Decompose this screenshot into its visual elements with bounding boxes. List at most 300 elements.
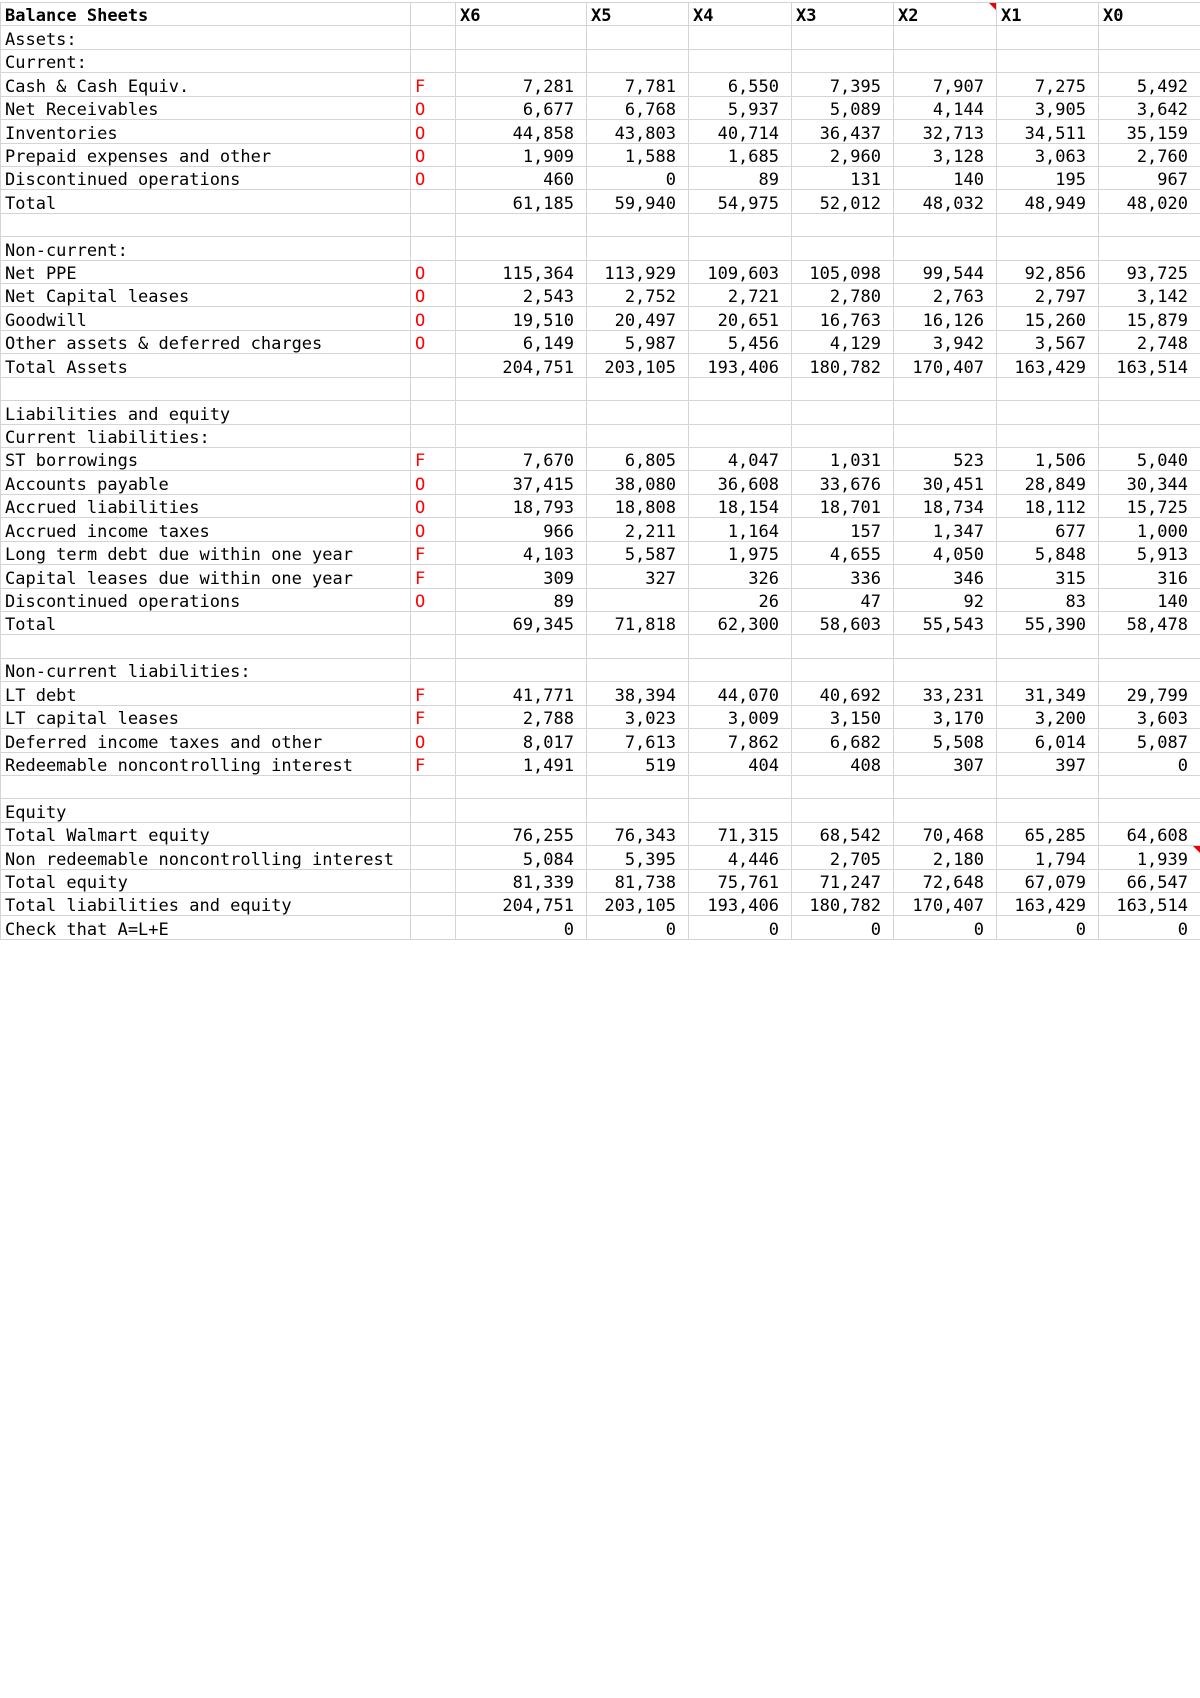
source-flag-cell[interactable] [411,49,456,72]
source-flag-cell[interactable] [411,190,456,213]
value-cell-x6[interactable]: 2,543 [456,284,587,307]
column-header-x2[interactable]: X2 [894,3,997,26]
value-cell-x6[interactable]: 966 [456,518,587,541]
value-cell-x1[interactable]: 163,429 [997,893,1099,916]
row-label-cell[interactable]: Accounts payable [1,471,411,494]
row-label-cell[interactable]: Net Receivables [1,96,411,119]
value-cell-x1[interactable]: 67,079 [997,869,1099,892]
value-cell-x6[interactable] [456,213,587,236]
value-cell-x0[interactable]: 2,760 [1099,143,1200,166]
value-cell-x0[interactable]: 316 [1099,565,1200,588]
value-cell-x3[interactable]: 131 [792,166,894,189]
value-cell-x4[interactable] [689,635,792,658]
value-cell-x4[interactable] [689,213,792,236]
value-cell-x0[interactable]: 66,547 [1099,869,1200,892]
row-label-cell[interactable]: Long term debt due within one year [1,541,411,564]
source-flag-cell[interactable] [411,893,456,916]
value-cell-x6[interactable]: 7,670 [456,448,587,471]
row-label-cell[interactable] [1,377,411,400]
value-cell-x5[interactable]: 327 [587,565,689,588]
value-cell-x5[interactable]: 20,497 [587,307,689,330]
value-cell-x6[interactable]: 44,858 [456,120,587,143]
value-cell-x3[interactable]: 33,676 [792,471,894,494]
value-cell-x0[interactable]: 5,087 [1099,729,1200,752]
value-cell-x4[interactable] [689,658,792,681]
value-cell-x2[interactable] [894,237,997,260]
value-cell-x5[interactable]: 2,752 [587,284,689,307]
value-cell-x2[interactable] [894,424,997,447]
value-cell-x3[interactable] [792,377,894,400]
value-cell-x4[interactable]: 20,651 [689,307,792,330]
value-cell-x4[interactable] [689,424,792,447]
source-flag-cell[interactable]: O [411,729,456,752]
value-cell-x6[interactable]: 41,771 [456,682,587,705]
value-cell-x3[interactable] [792,775,894,798]
value-cell-x2[interactable]: 2,763 [894,284,997,307]
value-cell-x4[interactable]: 1,975 [689,541,792,564]
value-cell-x4[interactable]: 6,550 [689,73,792,96]
value-cell-x1[interactable] [997,658,1099,681]
value-cell-x1[interactable]: 92,856 [997,260,1099,283]
value-cell-x0[interactable]: 29,799 [1099,682,1200,705]
row-label-cell[interactable]: Current: [1,49,411,72]
value-cell-x3[interactable] [792,635,894,658]
value-cell-x6[interactable]: 6,677 [456,96,587,119]
value-cell-x2[interactable]: 523 [894,448,997,471]
value-cell-x2[interactable]: 92 [894,588,997,611]
value-cell-x6[interactable]: 89 [456,588,587,611]
source-flag-cell[interactable]: F [411,682,456,705]
source-flag-cell[interactable] [411,237,456,260]
value-cell-x3[interactable] [792,237,894,260]
value-cell-x0[interactable]: 58,478 [1099,611,1200,634]
row-label-cell[interactable]: Total Assets [1,354,411,377]
value-cell-x2[interactable]: 7,907 [894,73,997,96]
value-cell-x1[interactable]: 65,285 [997,822,1099,845]
source-flag-cell[interactable] [411,658,456,681]
value-cell-x5[interactable]: 1,588 [587,143,689,166]
row-label-cell[interactable]: Total equity [1,869,411,892]
value-cell-x0[interactable]: 15,725 [1099,494,1200,517]
value-cell-x4[interactable]: 18,154 [689,494,792,517]
value-cell-x2[interactable]: 70,468 [894,822,997,845]
value-cell-x6[interactable]: 204,751 [456,893,587,916]
value-cell-x0[interactable]: 967 [1099,166,1200,189]
row-label-cell[interactable]: Prepaid expenses and other [1,143,411,166]
source-flag-cell[interactable]: O [411,260,456,283]
value-cell-x1[interactable] [997,799,1099,822]
value-cell-x1[interactable]: 677 [997,518,1099,541]
value-cell-x5[interactable]: 18,808 [587,494,689,517]
column-header-x3[interactable]: X3 [792,3,894,26]
value-cell-x6[interactable] [456,424,587,447]
value-cell-x6[interactable]: 8,017 [456,729,587,752]
row-label-cell[interactable] [1,635,411,658]
row-label-cell[interactable]: LT capital leases [1,705,411,728]
value-cell-x2[interactable]: 346 [894,565,997,588]
row-label-cell[interactable]: Equity [1,799,411,822]
source-flag-cell[interactable] [411,916,456,939]
value-cell-x0[interactable] [1099,775,1200,798]
value-cell-x1[interactable]: 15,260 [997,307,1099,330]
source-flag-cell[interactable]: O [411,307,456,330]
value-cell-x5[interactable]: 38,394 [587,682,689,705]
value-cell-x6[interactable]: 309 [456,565,587,588]
value-cell-x3[interactable]: 2,705 [792,846,894,869]
value-cell-x0[interactable] [1099,424,1200,447]
value-cell-x3[interactable]: 1,031 [792,448,894,471]
value-cell-x0[interactable] [1099,635,1200,658]
row-label-cell[interactable]: Goodwill [1,307,411,330]
value-cell-x3[interactable] [792,49,894,72]
value-cell-x4[interactable] [689,775,792,798]
value-cell-x4[interactable]: 71,315 [689,822,792,845]
value-cell-x1[interactable]: 7,275 [997,73,1099,96]
value-cell-x5[interactable]: 0 [587,916,689,939]
value-cell-x0[interactable]: 93,725 [1099,260,1200,283]
value-cell-x2[interactable]: 18,734 [894,494,997,517]
value-cell-x4[interactable] [689,26,792,49]
value-cell-x2[interactable]: 140 [894,166,997,189]
value-cell-x2[interactable] [894,401,997,424]
value-cell-x0[interactable]: 0 [1099,752,1200,775]
value-cell-x5[interactable] [587,377,689,400]
comment-indicator[interactable] [989,3,996,10]
value-cell-x4[interactable]: 26 [689,588,792,611]
row-label-cell[interactable]: LT debt [1,682,411,705]
value-cell-x3[interactable] [792,213,894,236]
value-cell-x4[interactable]: 5,456 [689,330,792,353]
value-cell-x2[interactable] [894,635,997,658]
value-cell-x3[interactable]: 336 [792,565,894,588]
value-cell-x6[interactable]: 115,364 [456,260,587,283]
value-cell-x0[interactable]: 2,748 [1099,330,1200,353]
value-cell-x6[interactable]: 37,415 [456,471,587,494]
row-label-cell[interactable] [1,775,411,798]
value-cell-x0[interactable]: 5,492 [1099,73,1200,96]
value-cell-x3[interactable] [792,26,894,49]
value-cell-x6[interactable] [456,377,587,400]
value-cell-x5[interactable]: 3,023 [587,705,689,728]
value-cell-x2[interactable]: 4,050 [894,541,997,564]
value-cell-x5[interactable] [587,237,689,260]
value-cell-x3[interactable] [792,799,894,822]
value-cell-x3[interactable]: 4,655 [792,541,894,564]
row-label-cell[interactable]: Redeemable noncontrolling interest [1,752,411,775]
value-cell-x4[interactable]: 4,446 [689,846,792,869]
value-cell-x6[interactable]: 1,909 [456,143,587,166]
value-cell-x4[interactable]: 40,714 [689,120,792,143]
value-cell-x1[interactable] [997,237,1099,260]
value-cell-x5[interactable]: 81,738 [587,869,689,892]
value-cell-x5[interactable]: 6,768 [587,96,689,119]
value-cell-x3[interactable]: 105,098 [792,260,894,283]
value-cell-x1[interactable]: 397 [997,752,1099,775]
value-cell-x6[interactable]: 0 [456,916,587,939]
row-label-cell[interactable] [1,213,411,236]
value-cell-x0[interactable]: 140 [1099,588,1200,611]
value-cell-x2[interactable] [894,775,997,798]
value-cell-x1[interactable]: 18,112 [997,494,1099,517]
value-cell-x0[interactable] [1099,658,1200,681]
value-cell-x2[interactable]: 72,648 [894,869,997,892]
row-label-cell[interactable]: Deferred income taxes and other [1,729,411,752]
value-cell-x1[interactable]: 6,014 [997,729,1099,752]
value-cell-x1[interactable]: 163,429 [997,354,1099,377]
value-cell-x2[interactable]: 2,180 [894,846,997,869]
value-cell-x5[interactable] [587,26,689,49]
value-cell-x5[interactable]: 5,587 [587,541,689,564]
value-cell-x2[interactable]: 170,407 [894,354,997,377]
value-cell-x2[interactable]: 16,126 [894,307,997,330]
value-cell-x1[interactable]: 34,511 [997,120,1099,143]
row-label-cell[interactable]: Current liabilities: [1,424,411,447]
value-cell-x4[interactable] [689,237,792,260]
value-cell-x1[interactable]: 48,949 [997,190,1099,213]
row-label-cell[interactable]: Net PPE [1,260,411,283]
value-cell-x1[interactable]: 3,063 [997,143,1099,166]
value-cell-x6[interactable]: 69,345 [456,611,587,634]
value-cell-x5[interactable]: 7,613 [587,729,689,752]
value-cell-x2[interactable]: 307 [894,752,997,775]
value-cell-x5[interactable]: 59,940 [587,190,689,213]
value-cell-x4[interactable]: 5,937 [689,96,792,119]
value-cell-x3[interactable]: 16,763 [792,307,894,330]
value-cell-x3[interactable]: 71,247 [792,869,894,892]
value-cell-x0[interactable]: 0 [1099,916,1200,939]
source-flag-cell[interactable]: O [411,494,456,517]
value-cell-x6[interactable]: 204,751 [456,354,587,377]
value-cell-x6[interactable] [456,49,587,72]
row-label-cell[interactable]: Other assets & deferred charges [1,330,411,353]
value-cell-x1[interactable]: 195 [997,166,1099,189]
value-cell-x3[interactable]: 5,089 [792,96,894,119]
value-cell-x1[interactable]: 3,567 [997,330,1099,353]
value-cell-x6[interactable]: 81,339 [456,869,587,892]
value-cell-x6[interactable] [456,658,587,681]
value-cell-x4[interactable]: 44,070 [689,682,792,705]
value-cell-x5[interactable]: 2,211 [587,518,689,541]
value-cell-x5[interactable]: 5,987 [587,330,689,353]
value-cell-x1[interactable] [997,424,1099,447]
source-flag-cell[interactable]: O [411,284,456,307]
value-cell-x3[interactable]: 58,603 [792,611,894,634]
value-cell-x4[interactable]: 7,862 [689,729,792,752]
value-cell-x0[interactable]: 30,344 [1099,471,1200,494]
value-cell-x1[interactable]: 31,349 [997,682,1099,705]
value-cell-x2[interactable] [894,799,997,822]
value-cell-x5[interactable] [587,424,689,447]
value-cell-x6[interactable]: 4,103 [456,541,587,564]
value-cell-x4[interactable]: 54,975 [689,190,792,213]
value-cell-x5[interactable] [587,49,689,72]
source-flag-cell[interactable]: O [411,518,456,541]
value-cell-x2[interactable]: 99,544 [894,260,997,283]
value-cell-x3[interactable]: 36,437 [792,120,894,143]
row-label-cell[interactable]: Total [1,190,411,213]
row-label-cell[interactable]: Liabilities and equity [1,401,411,424]
value-cell-x4[interactable]: 193,406 [689,893,792,916]
value-cell-x3[interactable]: 47 [792,588,894,611]
row-label-cell[interactable]: Discontinued operations [1,166,411,189]
value-cell-x3[interactable]: 0 [792,916,894,939]
source-flag-cell[interactable]: O [411,471,456,494]
value-cell-x0[interactable]: 15,879 [1099,307,1200,330]
sheet-title[interactable]: Balance Sheets [1,3,411,26]
column-header-x1[interactable]: X1 [997,3,1099,26]
row-label-cell[interactable]: ST borrowings [1,448,411,471]
source-flag-cell[interactable]: F [411,705,456,728]
value-cell-x5[interactable]: 113,929 [587,260,689,283]
value-cell-x1[interactable] [997,49,1099,72]
value-cell-x6[interactable]: 1,491 [456,752,587,775]
value-cell-x1[interactable]: 1,794 [997,846,1099,869]
source-flag-cell[interactable]: O [411,330,456,353]
comment-indicator[interactable] [1193,846,1200,853]
value-cell-x0[interactable] [1099,213,1200,236]
value-cell-x4[interactable]: 404 [689,752,792,775]
source-flag-cell[interactable] [411,635,456,658]
value-cell-x3[interactable]: 180,782 [792,893,894,916]
value-cell-x3[interactable]: 180,782 [792,354,894,377]
row-label-cell[interactable]: Capital leases due within one year [1,565,411,588]
row-label-cell[interactable]: Non-current liabilities: [1,658,411,681]
value-cell-x2[interactable]: 5,508 [894,729,997,752]
value-cell-x6[interactable]: 61,185 [456,190,587,213]
value-cell-x5[interactable]: 71,818 [587,611,689,634]
value-cell-x5[interactable]: 203,105 [587,893,689,916]
value-cell-x1[interactable]: 2,797 [997,284,1099,307]
value-cell-x3[interactable] [792,401,894,424]
value-cell-x4[interactable]: 3,009 [689,705,792,728]
value-cell-x0[interactable] [1099,237,1200,260]
value-cell-x2[interactable]: 3,128 [894,143,997,166]
value-cell-x3[interactable]: 2,780 [792,284,894,307]
value-cell-x5[interactable]: 38,080 [587,471,689,494]
value-cell-x6[interactable]: 19,510 [456,307,587,330]
source-flag-cell[interactable]: O [411,120,456,143]
value-cell-x2[interactable] [894,377,997,400]
value-cell-x4[interactable]: 89 [689,166,792,189]
value-cell-x2[interactable] [894,658,997,681]
value-cell-x2[interactable]: 32,713 [894,120,997,143]
value-cell-x1[interactable] [997,26,1099,49]
value-cell-x5[interactable] [587,401,689,424]
source-flag-cell[interactable] [411,822,456,845]
value-cell-x4[interactable]: 0 [689,916,792,939]
value-cell-x3[interactable]: 40,692 [792,682,894,705]
row-label-cell[interactable]: Discontinued operations [1,588,411,611]
value-cell-x0[interactable]: 3,603 [1099,705,1200,728]
value-cell-x1[interactable]: 3,905 [997,96,1099,119]
column-header-x5[interactable]: X5 [587,3,689,26]
value-cell-x0[interactable] [1099,401,1200,424]
value-cell-x5[interactable]: 0 [587,166,689,189]
value-cell-x6[interactable] [456,26,587,49]
value-cell-x1[interactable] [997,377,1099,400]
value-cell-x6[interactable] [456,635,587,658]
source-flag-cell[interactable] [411,775,456,798]
value-cell-x2[interactable] [894,213,997,236]
value-cell-x4[interactable] [689,49,792,72]
source-flag-cell[interactable]: F [411,73,456,96]
value-cell-x0[interactable]: 1,939 [1099,846,1200,869]
value-cell-x0[interactable]: 64,608 [1099,822,1200,845]
row-label-cell[interactable]: Assets: [1,26,411,49]
source-flag-cell[interactable] [411,799,456,822]
value-cell-x4[interactable]: 2,721 [689,284,792,307]
value-cell-x3[interactable] [792,424,894,447]
value-cell-x6[interactable] [456,401,587,424]
value-cell-x2[interactable] [894,49,997,72]
value-cell-x5[interactable]: 7,781 [587,73,689,96]
source-flag-cell[interactable] [411,26,456,49]
value-cell-x4[interactable] [689,401,792,424]
value-cell-x2[interactable]: 33,231 [894,682,997,705]
value-cell-x2[interactable]: 3,942 [894,330,997,353]
value-cell-x5[interactable]: 5,395 [587,846,689,869]
value-cell-x3[interactable]: 4,129 [792,330,894,353]
row-label-cell[interactable]: Cash & Cash Equiv. [1,73,411,96]
value-cell-x0[interactable] [1099,49,1200,72]
value-cell-x3[interactable]: 68,542 [792,822,894,845]
value-cell-x1[interactable] [997,401,1099,424]
value-cell-x6[interactable] [456,237,587,260]
value-cell-x5[interactable]: 43,803 [587,120,689,143]
value-cell-x5[interactable] [587,588,689,611]
value-cell-x5[interactable] [587,213,689,236]
value-cell-x0[interactable]: 1,000 [1099,518,1200,541]
source-flag-cell[interactable]: O [411,96,456,119]
value-cell-x1[interactable]: 1,506 [997,448,1099,471]
row-label-cell[interactable]: Accrued liabilities [1,494,411,517]
value-cell-x1[interactable] [997,635,1099,658]
value-cell-x1[interactable]: 28,849 [997,471,1099,494]
row-label-cell[interactable]: Check that A=L+E [1,916,411,939]
column-header-x6[interactable]: X6 [456,3,587,26]
source-flag-cell[interactable] [411,401,456,424]
value-cell-x3[interactable]: 408 [792,752,894,775]
value-cell-x3[interactable]: 52,012 [792,190,894,213]
value-cell-x0[interactable]: 5,040 [1099,448,1200,471]
value-cell-x5[interactable]: 6,805 [587,448,689,471]
value-cell-x2[interactable]: 4,144 [894,96,997,119]
value-cell-x6[interactable]: 5,084 [456,846,587,869]
value-cell-x1[interactable]: 83 [997,588,1099,611]
value-cell-x4[interactable]: 75,761 [689,869,792,892]
source-flag-cell[interactable] [411,869,456,892]
value-cell-x6[interactable] [456,799,587,822]
value-cell-x5[interactable] [587,635,689,658]
row-label-cell[interactable]: Non redeemable noncontrolling interest [1,846,411,869]
row-label-cell[interactable]: Inventories [1,120,411,143]
value-cell-x3[interactable]: 7,395 [792,73,894,96]
value-cell-x6[interactable]: 7,281 [456,73,587,96]
value-cell-x3[interactable] [792,658,894,681]
flag-header-cell[interactable] [411,3,456,26]
value-cell-x0[interactable]: 163,514 [1099,893,1200,916]
source-flag-cell[interactable]: F [411,565,456,588]
value-cell-x5[interactable]: 519 [587,752,689,775]
value-cell-x3[interactable]: 3,150 [792,705,894,728]
value-cell-x6[interactable]: 76,255 [456,822,587,845]
value-cell-x0[interactable]: 3,642 [1099,96,1200,119]
value-cell-x5[interactable] [587,799,689,822]
source-flag-cell[interactable] [411,213,456,236]
source-flag-cell[interactable]: O [411,588,456,611]
value-cell-x4[interactable]: 4,047 [689,448,792,471]
value-cell-x4[interactable]: 1,685 [689,143,792,166]
